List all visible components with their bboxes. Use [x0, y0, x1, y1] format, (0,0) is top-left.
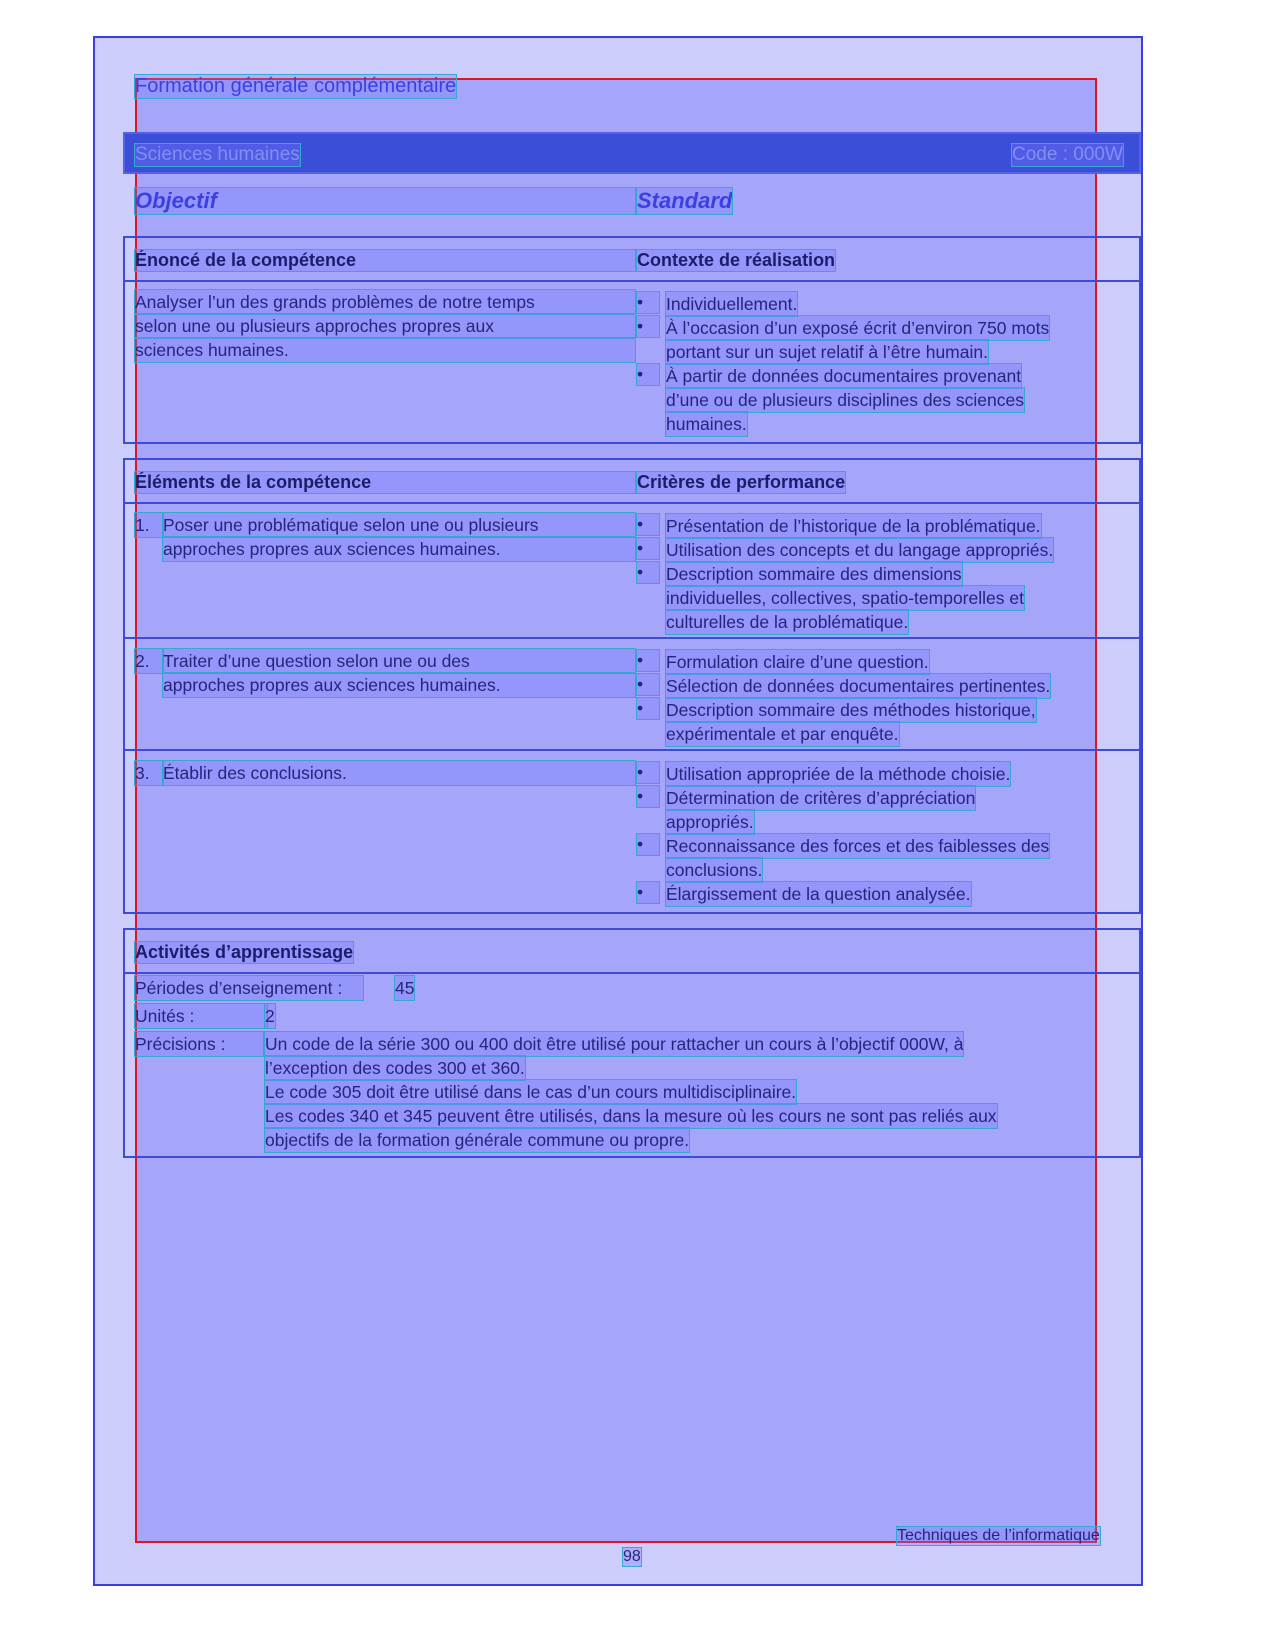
- bullet-icon: •: [637, 786, 659, 807]
- periodes-label: Périodes d’enseignement :: [135, 976, 363, 1000]
- bullet-icon: •: [637, 650, 659, 671]
- criterion-line: Présentation de l’historique de la problématique.: [666, 516, 1041, 536]
- criterion-line: individuelles, collectives, spatio-temporelles et: [666, 588, 1024, 608]
- row-divider-1: [123, 637, 1141, 639]
- criterion-line: Élargissement de la question analysée.: [666, 884, 971, 904]
- precisions-line: Les codes 340 et 345 peuvent être utilisés, dans la mesure où les cours ne sont pas reliés aux: [265, 1106, 997, 1126]
- contexte-heading: Contexte de réalisation: [637, 250, 836, 270]
- element-line: Poser une problématique selon une ou plusieurs: [163, 513, 635, 537]
- bullet-icon: •: [637, 292, 659, 313]
- criterion-line: appropriés.: [666, 812, 754, 832]
- bullet-icon: •: [637, 514, 659, 535]
- criterion-line: expérimentale et par enquête.: [666, 724, 899, 744]
- criteres-heading: Critères de performance: [637, 472, 846, 492]
- enonce-line: sciences humaines.: [135, 338, 635, 362]
- criterion-line: Utilisation appropriée de la méthode choisie.: [666, 764, 1011, 784]
- element-number: 2.: [135, 649, 163, 673]
- bullet-icon: •: [637, 882, 659, 903]
- criterion-line: Utilisation des concepts et du langage appropriés.: [666, 540, 1054, 560]
- row-divider-2: [123, 749, 1141, 751]
- precisions-line: l’exception des codes 300 et 360.: [265, 1058, 525, 1078]
- criterion-line: Description sommaire des méthodes historique,: [666, 700, 1036, 720]
- element-line: Établir des conclusions.: [163, 761, 635, 785]
- precisions-line: Un code de la série 300 ou 400 doit être utilisé pour rattacher un cours à l’objectif 000W, à: [265, 1034, 964, 1054]
- element-number: 1.: [135, 513, 163, 537]
- elements-heading: Éléments de la compétence: [135, 472, 635, 493]
- criterion-line: Individuellement.: [666, 294, 798, 314]
- enonce-divider: [123, 280, 1141, 282]
- element-line: approches propres aux sciences humaines.: [163, 537, 635, 561]
- bullet-icon: •: [637, 762, 659, 783]
- unites-value: 2: [265, 1006, 275, 1026]
- page-number: 98: [623, 1548, 641, 1565]
- activites-divider: [123, 972, 1141, 974]
- criterion-line: À partir de données documentaires provenant: [666, 366, 1022, 386]
- criterion-line: Sélection de données documentaires pertinentes.: [666, 676, 1051, 696]
- criterion-line: À l’occasion d’un exposé écrit d’environ 750 mots: [666, 318, 1050, 338]
- bullet-icon: •: [637, 698, 659, 719]
- criterion-line: Détermination de critères d’appréciation: [666, 788, 976, 808]
- criterion-line: humaines.: [666, 414, 747, 434]
- unites-label: Unités :: [135, 1004, 267, 1028]
- standard-heading: Standard: [637, 188, 733, 213]
- precisions-line: objectifs de la formation générale commune ou propre.: [265, 1130, 690, 1150]
- criterion-line: d’une ou de plusieurs disciplines des sciences: [666, 390, 1024, 410]
- enonce-heading: Énoncé de la compétence: [135, 250, 635, 271]
- bullet-icon: •: [637, 538, 659, 559]
- bullet-icon: •: [637, 834, 659, 855]
- criterion-line: portant sur un sujet relatif à l’être humain.: [666, 342, 988, 362]
- document-title: Formation générale complémentaire: [135, 75, 457, 97]
- footer-program: Techniques de l’informatique: [897, 1527, 1100, 1544]
- criterion-line: conclusions.: [666, 860, 763, 880]
- banner-discipline: Sciences humaines: [135, 144, 300, 165]
- criterion-line: culturelles de la problématique.: [666, 612, 909, 632]
- element-line: Traiter d’une question selon une ou des: [163, 649, 635, 673]
- elements-divider: [123, 502, 1141, 504]
- objectif-heading: Objectif: [135, 188, 635, 214]
- criterion-line: Reconnaissance des forces et des faiblesses des: [666, 836, 1050, 856]
- enonce-line: selon une ou plusieurs approches propres aux: [135, 314, 635, 338]
- criterion-line: Description sommaire des dimensions: [666, 564, 962, 584]
- periodes-value: 45: [395, 978, 415, 998]
- banner-code: Code : 000W: [1012, 144, 1123, 165]
- precisions-label: Précisions :: [135, 1032, 263, 1056]
- precisions-line: Le code 305 doit être utilisé dans le cas d’un cours multidisciplinaire.: [265, 1082, 797, 1102]
- activites-heading: Activités d’apprentissage: [135, 942, 354, 962]
- criterion-line: Formulation claire d’une question.: [666, 652, 929, 672]
- bullet-icon: •: [637, 316, 659, 337]
- element-line: approches propres aux sciences humaines.: [163, 673, 635, 697]
- bullet-icon: •: [637, 562, 659, 583]
- bullet-icon: •: [637, 674, 659, 695]
- element-number: 3.: [135, 761, 163, 785]
- bullet-icon: •: [637, 364, 659, 385]
- enonce-line: Analyser l’un des grands problèmes de notre temps: [135, 290, 635, 314]
